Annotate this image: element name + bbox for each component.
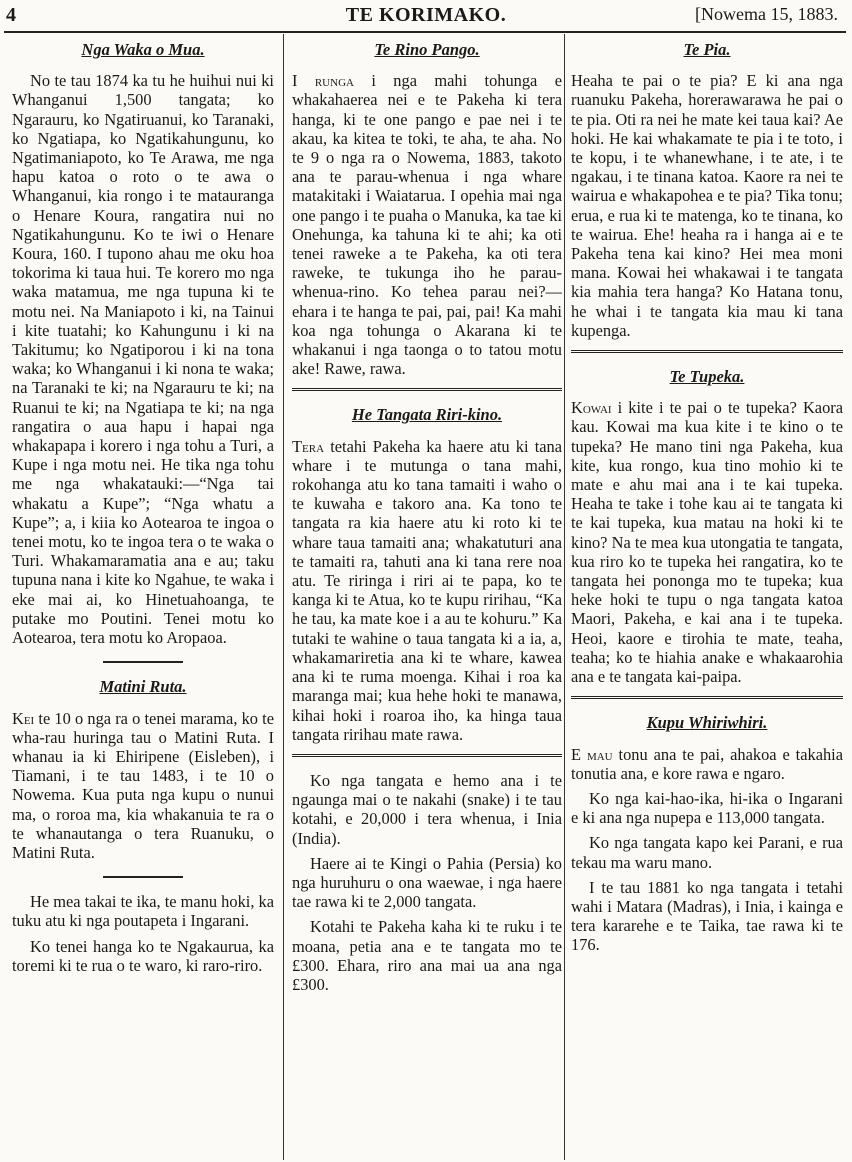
article-heading: Te Tupeka. — [669, 367, 745, 387]
section-divider — [103, 876, 183, 878]
article-paragraph: E mau tonu ana te pai, ahakoa e takahia tonutia ana, e kore rawa e ngaro. — [571, 744, 843, 783]
article-heading: Matini Ruta. — [99, 677, 187, 697]
article-paragraph: Ko nga kai-hao-ika, hi-ika o Ingarani e ki ana nga nupepa e 113,000 tangata. — [571, 788, 843, 828]
section-divider — [571, 350, 843, 355]
header-rule — [4, 31, 846, 33]
newspaper-title: TE KORIMAKO. — [345, 4, 507, 26]
article-paragraph: Ko nga tangata kapo kei Parani, e rua tekau ma waru mano. — [571, 833, 843, 872]
lead-words: I runga — [292, 71, 354, 91]
lead-words: Kei — [12, 708, 35, 728]
article-paragraph: Kei te 10 o nga ra o tenei marama, ko te wha-rau huringa tau o Matini Ruta. I whanau ia ki Ehiripene (Eisleben), i Tiamani, i te tau 1483, i te 10 o Nowema. Kua puta nga kupu o nunui ma, o roroa ma, kia whakanuia te ra o te whanautanga o tera Ruanuku, o Matini Ruta. — [12, 708, 274, 862]
column-3 — [571, 36, 843, 1160]
page-number: 4 — [6, 4, 16, 26]
article-heading: Te Rino Pango. — [374, 40, 480, 59]
article-paragraph: He mea takai te ika, te manu hoki, ka tuku atu ki nga poutapeta i Ingarani. — [12, 892, 274, 931]
article-paragraph: Heaha te pai o te pia? E ki ana nga ruanuku Pakeha, horerawarawa he pai o te pia. Oti ra nei he mate kei taua kai? Ae hoki. He kai whakamate te pia i te toto, i te kopu, i te whanewhane, i te ate, i te ngakau, i te tinana katoa. Kaore ra nei te wairua e whakapohea e te pia? Tika tonu; erua, e rua ki te matenga, ko te tinana, ko te wairua. Ehe! heaha ra i hanga ai e te Pakeha tena kai kino? Hei mea moni mana. Kowai hei whakawai i te tangata kia mahia tera hanga? Ko Hatana tonu, he whai i te tangata kia mau ki tana kupenga. — [571, 71, 843, 340]
article-heading: Kupu Whiriwhiri. — [646, 713, 768, 733]
issue-date: [Nowema 15, 1883. — [695, 4, 838, 24]
section-divider — [292, 754, 562, 759]
column-divider — [283, 34, 284, 1160]
section-divider — [292, 388, 562, 393]
lead-words: Kowai — [571, 398, 612, 418]
article-heading: He Tangata Riri-kino. — [351, 405, 503, 425]
column-divider — [564, 34, 565, 1160]
article-paragraph: Ko tenei hanga ko te Ngakaurua, ka toremi ki te rua o te waro, ki raro-riro. — [12, 936, 274, 975]
article-paragraph: No te tau 1874 ka tu he huihui nui ki Whanganui 1,500 tangata; ko Ngarauru, ko Ngatiruanui, ko Taranaki, ko Ngatiapa, ko Ngatikahungunu, ko Ngatimaniapoto, ko Te Arawa, me nga hapu katoa o roto o te awa o Whanganui, kia rongo i te matauranga o Henare Koura, rangatira nui no Ngatikahungunu. Ko te iwi o Henare Koura, 160. I tupono ahau me oku hoa tokorima ki taua hui. Te korero mo nga waka matamua, me nga tupuna ki te motu nei. Na Maniapoto i ki, na Tainui i kite tuatahi; ko Kahungunu i ki na Takitumu; ko Ngatiporou i ki na tona waka; ko Whanganui i ki nona te waka; na Taranaki te ki; na Ngarauru te ki; na Ruanui te ki; na Ngatiapa te ki; na nga rangatira o aua hapu i hapai nga whakapapa i korero i nga tohu a Turi, a Kupe i nga motu nei. He tika nga tohu me nga whakatauki:—“Nga tai whakatu a Kupe”; “Nga whatu a Kupe”; a, i kiia ko Aotearoa te ingoa o tenei motu, ko te ingoa tera o te waka o Turi. Whakamaramatia ana e au; taku tupuna nana i kite ko Ngahue, te waka i eke mai ai, ko Hinetuahoanga, te putake mo Poutini. Tenei motu ko Aotearoa, tera motu ko Aropaoa. — [12, 71, 274, 648]
section-divider — [103, 661, 183, 663]
article-paragraph: Haere ai te Kingi o Pahia (Persia) ko nga huruhuru o ona waewae, i nga haere tae rawa ki te 2,000 tangata. — [292, 853, 562, 912]
lead-words: E mau — [571, 744, 613, 764]
article-heading: Nga Waka o Mua. — [81, 40, 205, 59]
article-paragraph: Tera tetahi Pakeha ka haere atu ki tana whare i te mutunga o tana mahi, rokohanga atu ko tana tamaiti i waho o te kuwaha e takoro ana. Ka tono te tangata ra kia haere atu ki roto ki te whare taua tamaiti ana; whakatuturi ana te tamaiti ra, tahuti ana ki tana rere noa atu. Te riringa i riri ai te papa, ko te kanga ki te Atua, ko te kupu ririhau, “Ka he tau, ka mate koe i a au te kohuru.” Ka tutaki te wahine o taua tangata ki a ia, a, whakamariretia ana ki te whare, kawea ana ki te ruma moenga. Kihai i roa ka maranga mai; kua hehe hoki te manawa, kihai hoki i roaroa iho, ka hinga taua tangata ririhau mate rawa. — [292, 436, 562, 744]
column-2 — [292, 36, 562, 1160]
article-paragraph: Kowai i kite i te pai o te tupeka? Kaora kau. Kowai ma kua kite i te kino o te tupeka? He mano tini nga Pakeha, kua kite, kua rongo, kua tino mohio ki te mate e ahu mai ana i te kai tupeka. Heaha te take i tohe kau ai te tangata ki te kai tupeka, kua matau na hoki ki te kino? Na te mea kua utongatia te tangata, kua riro ko te tupeka hei rangatira, ko te tangata hei pononga mo te tupeka; kua heke hoki te tupu o nga tangata katoa Maori, Pakeha, e kai ana i te tupeka. Heoi, kaore e tirohia te mate, teaha, teaha; ko te hiahia anake e whakaarohia ana e te tangata kai-paipa. — [571, 398, 843, 687]
column-1 — [12, 36, 274, 1160]
article-paragraph: I runga i nga mahi tohunga e whakahaerea nei e te Pakeha ki tera hanga, ki te one pango e pae nei i te akau, ka kitea te toki, te aha, te aha. No te 9 o nga ra o Nowema, 1883, takoto ana te parau-whenua i nga whare matakitaki i Waiatarua. I opehia mai nga one pango i te puaha o Manuka, ka tae ki Onehunga, ka tahuna ki te ahi; ka oti tenei raweke a te Pakeha, ka oti tera raweke, te tukunga iho he parau-whenua-rino. Ko tehea parau nei?—ehara i te hanga te pai, pai, pai! Ka mahi koa nga tohunga o Akarana ki te whakanui i nga taonga o to tatou motu ake! Rawe, rawa. — [292, 71, 562, 379]
masthead — [0, 0, 852, 30]
article-paragraph: I te tau 1881 ko nga tangata i tetahi wahi i Matara (Madras), i Inia, i kainga e tera kararehe e te Taika, tae rawa ki te 176. — [571, 877, 843, 955]
lead-words: Tera — [292, 436, 325, 456]
section-divider — [571, 696, 843, 701]
article-paragraph: Ko nga tangata e hemo ana i te ngaunga mai o te nakahi (snake) i te tau kotahi, e 20,000 i tera whenua, i Inia (India). — [292, 770, 562, 848]
article-paragraph: Kotahi te Pakeha kaha ki te ruku i te moana, petia ana e te tangata mo te £300. Ehara, riro ana mai ua ana nga £300. — [292, 917, 562, 994]
article-heading: Te Pia. — [683, 40, 731, 59]
